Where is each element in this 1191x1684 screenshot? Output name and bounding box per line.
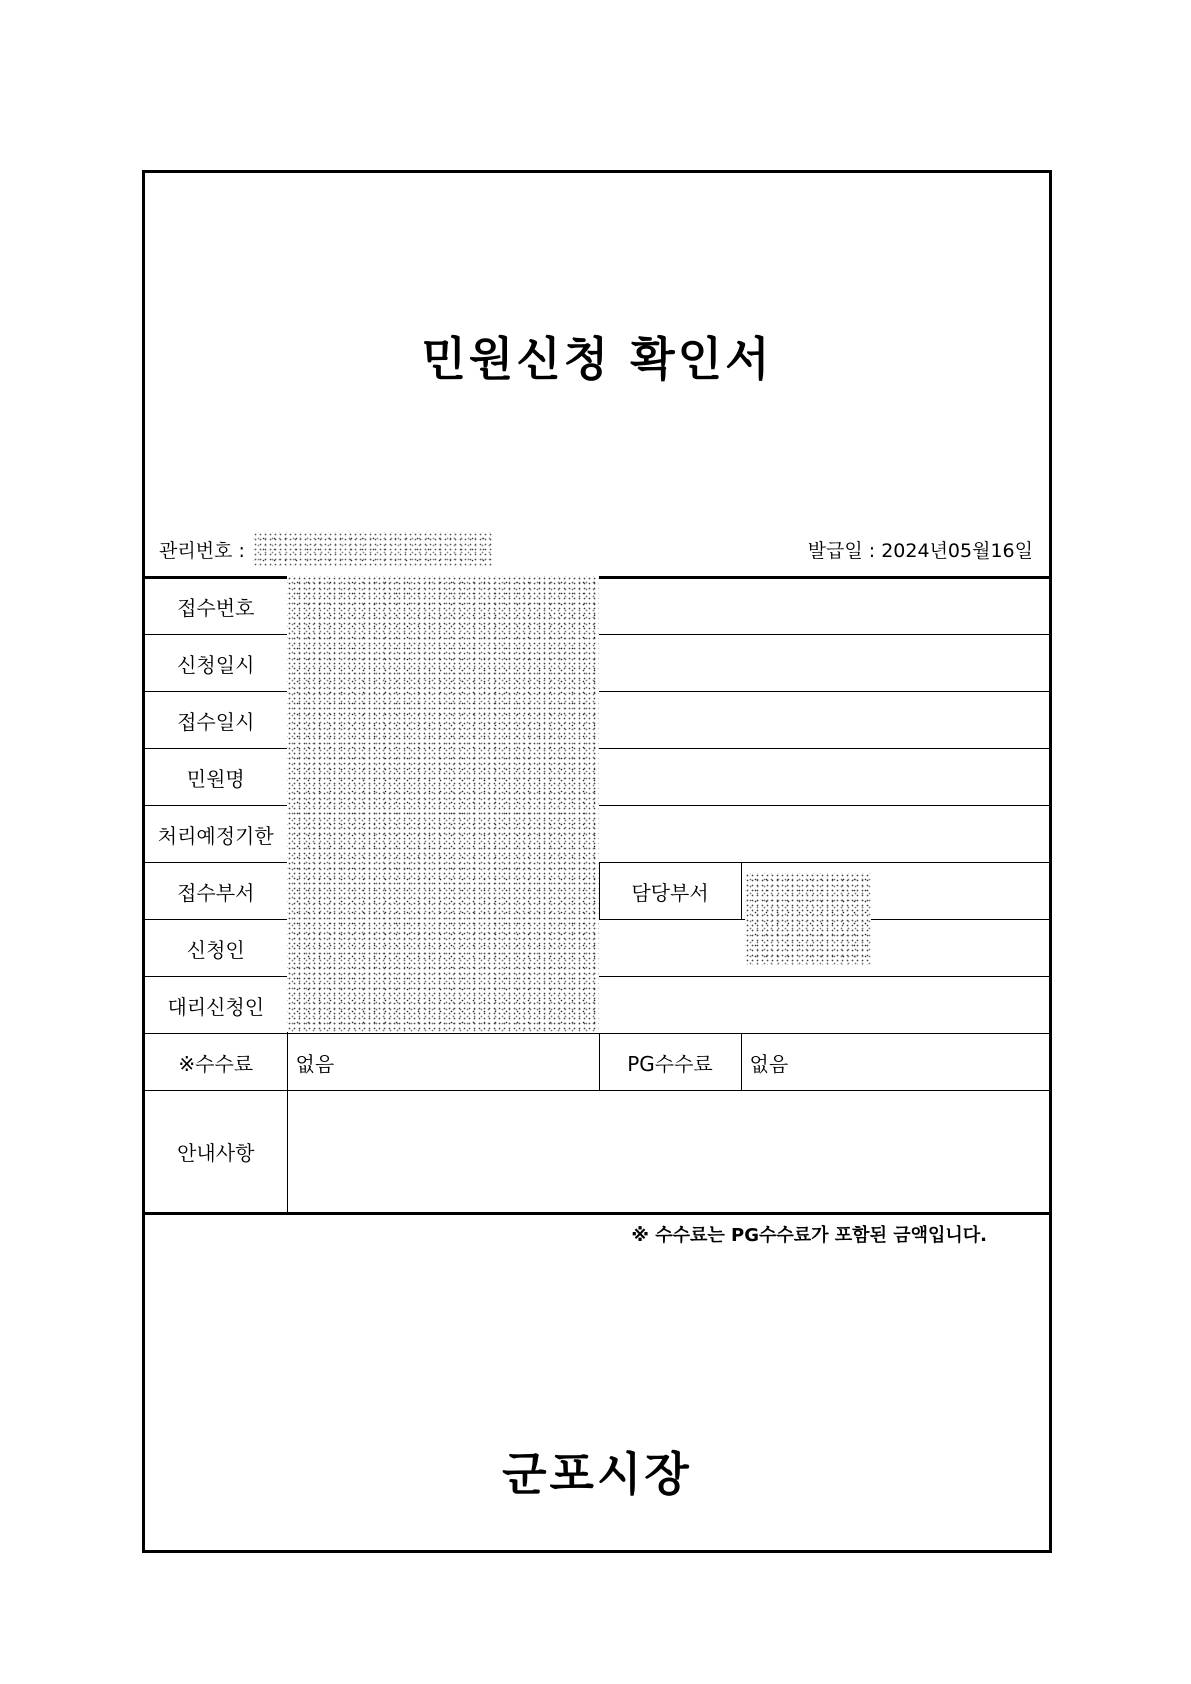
fee-value: 없음 xyxy=(287,1034,599,1091)
responsible-dept-label: 담당부서 xyxy=(599,863,741,920)
guidance-value xyxy=(287,1091,1049,1214)
redacted-personal-info-block xyxy=(287,576,599,1032)
management-number-label: 관리번호 : xyxy=(159,539,245,562)
proxy-applicant-label: 대리신청인 xyxy=(145,977,287,1034)
receiving-dept-label: 접수부서 xyxy=(145,863,287,920)
application-datetime-label: 신청일시 xyxy=(145,635,287,692)
pg-fee-label: PG수수료 xyxy=(599,1034,741,1091)
management-number xyxy=(159,532,493,566)
issuer-signature: 군포시장 xyxy=(502,1447,692,1501)
issue-date xyxy=(808,536,1033,563)
issue-date-label: 발급일 : xyxy=(807,539,876,562)
processing-deadline-label: 처리예정기한 xyxy=(145,806,287,863)
applicant-label: 신청인 xyxy=(145,920,287,977)
fee-label: ※수수료 xyxy=(145,1034,287,1091)
issue-date-value: 2024년05월16일 xyxy=(881,539,1033,562)
petition-name-label: 민원명 xyxy=(145,749,287,806)
meta-row xyxy=(159,533,1033,565)
receipt-datetime-label: 접수일시 xyxy=(145,692,287,749)
redacted-department-block xyxy=(745,873,871,965)
management-number-redacted xyxy=(253,532,493,566)
guidance-label: 안내사항 xyxy=(145,1091,287,1214)
document-title: 민원신청 확인서 xyxy=(421,332,773,386)
fee-note: ※ 수수료는 PG수수료가 포함된 금액입니다. xyxy=(631,1225,987,1246)
receipt-number-label: 접수번호 xyxy=(145,578,287,635)
pg-fee-value: 없음 xyxy=(741,1034,1049,1091)
row-guidance xyxy=(145,1091,1049,1214)
row-fees xyxy=(145,1034,1049,1091)
document-frame xyxy=(142,170,1052,1553)
